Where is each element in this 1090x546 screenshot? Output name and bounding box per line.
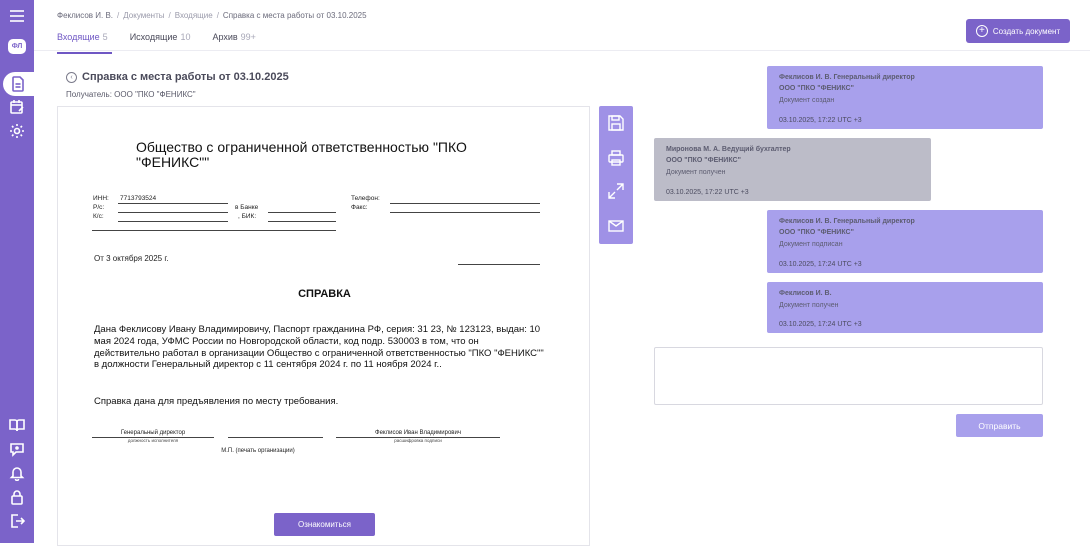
document-purpose: Справка дана для предъявления по месту требования. <box>94 396 339 407</box>
history-item <box>654 138 931 201</box>
fax-line <box>390 212 540 213</box>
rs-line <box>118 212 228 213</box>
history-status: Документ получен <box>779 302 839 309</box>
breadcrumb-current: Справка с места работы от 03.10.2025 <box>222 11 367 20</box>
history-author: Феклисов И. В. <box>779 290 832 297</box>
sidebar <box>0 0 34 543</box>
org-name: Общество с ограниченной ответственностью "ПКО "ФЕНИКС"" <box>136 139 467 170</box>
plus-circle-icon: + <box>976 25 988 37</box>
document-heading: СПРАВКА <box>298 288 351 300</box>
tab-outgoing-label: Исходящие <box>129 32 178 42</box>
history-time: 03.10.2025, 17:22 UTC +3 <box>779 117 862 124</box>
expand-icon[interactable] <box>607 182 625 200</box>
mail-icon[interactable] <box>607 217 625 235</box>
tabs <box>57 32 278 51</box>
create-document-button[interactable] <box>966 19 1070 43</box>
tab-archive-count: 99+ <box>240 32 256 42</box>
breadcrumb-incoming[interactable]: Входящие <box>174 11 213 20</box>
fax-label: Факс: <box>351 204 368 211</box>
document-body: Дана Феклисову Ивану Владимировичу, Паспорт гражданина РФ, серия: 31 23, № 123123, выдан: 10 мая 2024 года, УФМС России по Новгородской области, код подр. 530003 в том, что он действительно работал в организации Общество с ограниченной ответственностью "ПКО "ФЕНИКС"" в должности Генеральный директор с 11 сентября 2024 г. по 11 ноября 2024 г.. <box>94 324 544 371</box>
documents-icon <box>8 74 28 94</box>
breadcrumb-documents[interactable]: Документы <box>123 11 165 20</box>
bank-line <box>268 212 336 213</box>
history-item <box>767 66 1043 129</box>
history-org: ООО "ПКО "ФЕНИКС" <box>666 157 741 164</box>
inn-label: ИНН: <box>93 195 109 202</box>
document-header <box>66 71 289 83</box>
reply-input[interactable] <box>654 347 1043 405</box>
tab-archive[interactable] <box>212 32 256 51</box>
bank-details-line <box>92 230 336 231</box>
support-icon[interactable] <box>7 439 27 459</box>
history-time: 03.10.2025, 17:22 UTC +3 <box>666 189 749 196</box>
history-item <box>767 210 1043 273</box>
document-date: От 3 октября 2025 г. <box>94 254 169 263</box>
book-icon[interactable] <box>7 415 27 435</box>
signature-name: Феклисов Иван Владимирович <box>375 430 461 436</box>
history-org: ООО "ПКО "ФЕНИКС" <box>779 85 854 92</box>
history-author: Миронова М. А. Ведущий бухгалтер <box>666 146 791 153</box>
breadcrumb: Феклисов И. В. / Документы / Входящие / Справка с места работы от 03.10.2025 <box>57 11 367 20</box>
recipient: Получатель: ООО "ПКО "ФЕНИКС" <box>66 90 196 99</box>
ks-label: К/с: <box>93 213 104 220</box>
document-toolbar <box>599 106 633 244</box>
acknowledge-button[interactable]: Ознакомиться <box>274 513 375 536</box>
logout-icon[interactable] <box>7 511 27 531</box>
tabs-divider <box>34 50 1090 51</box>
bell-icon[interactable] <box>7 463 27 483</box>
history-time: 03.10.2025, 17:24 UTC +3 <box>779 321 862 328</box>
history-author: Феклисов И. В. Генеральный директор <box>779 74 915 81</box>
history-status: Документ создан <box>779 97 835 104</box>
bik-label: , БИК: <box>238 213 257 220</box>
save-icon[interactable] <box>607 114 625 132</box>
ks-line <box>118 221 228 222</box>
phone-line <box>390 203 540 204</box>
calendar-edit-icon[interactable] <box>7 97 27 117</box>
history-time: 03.10.2025, 17:24 UTC +3 <box>779 261 862 268</box>
signature-position-caption: должность исполнителя <box>127 438 179 443</box>
tab-outgoing-count: 10 <box>180 32 191 42</box>
menu-icon[interactable] <box>7 6 27 26</box>
sidebar-item-documents-active[interactable] <box>3 72 36 96</box>
gear-icon[interactable] <box>7 121 27 141</box>
avatar[interactable]: ФЛ <box>8 39 26 54</box>
rs-label: Р/с: <box>93 204 105 211</box>
signature-name-caption: расшифровка подписи <box>394 438 442 443</box>
history-item <box>767 282 1043 333</box>
page-title: Справка с места работы от 03.10.2025 <box>82 71 289 83</box>
phone-label: Телефон: <box>351 195 380 202</box>
breadcrumb-user[interactable]: Феклисов И. В. <box>57 11 114 20</box>
create-document-label: Создать документ <box>992 26 1061 36</box>
tab-incoming[interactable] <box>57 32 108 51</box>
history-status: Документ подписан <box>779 241 843 248</box>
signature-line <box>228 437 323 438</box>
signature-position: Генеральный директор <box>120 430 186 436</box>
tab-archive-label: Архив <box>212 32 238 42</box>
bik-line <box>268 221 336 222</box>
history-author: Феклисов И. В. Генеральный директор <box>779 218 915 225</box>
back-icon[interactable]: ‹ <box>66 72 77 83</box>
inn-value: 7713793524 <box>120 195 157 202</box>
stamp-place: М.П. (печать организации) <box>221 448 295 454</box>
bank-label: в Банке <box>235 204 259 211</box>
tab-incoming-label: Входящие <box>57 32 100 42</box>
send-button[interactable]: Отправить <box>956 414 1043 437</box>
lock-icon[interactable] <box>7 487 27 507</box>
tab-outgoing[interactable] <box>130 32 191 51</box>
inn-line <box>118 203 228 204</box>
tab-incoming-count: 5 <box>102 32 108 42</box>
number-line <box>458 264 540 265</box>
history-org: ООО "ПКО "ФЕНИКС" <box>779 229 854 236</box>
document-preview <box>57 106 590 546</box>
history-status: Документ получен <box>666 169 726 176</box>
print-icon[interactable] <box>607 149 625 167</box>
